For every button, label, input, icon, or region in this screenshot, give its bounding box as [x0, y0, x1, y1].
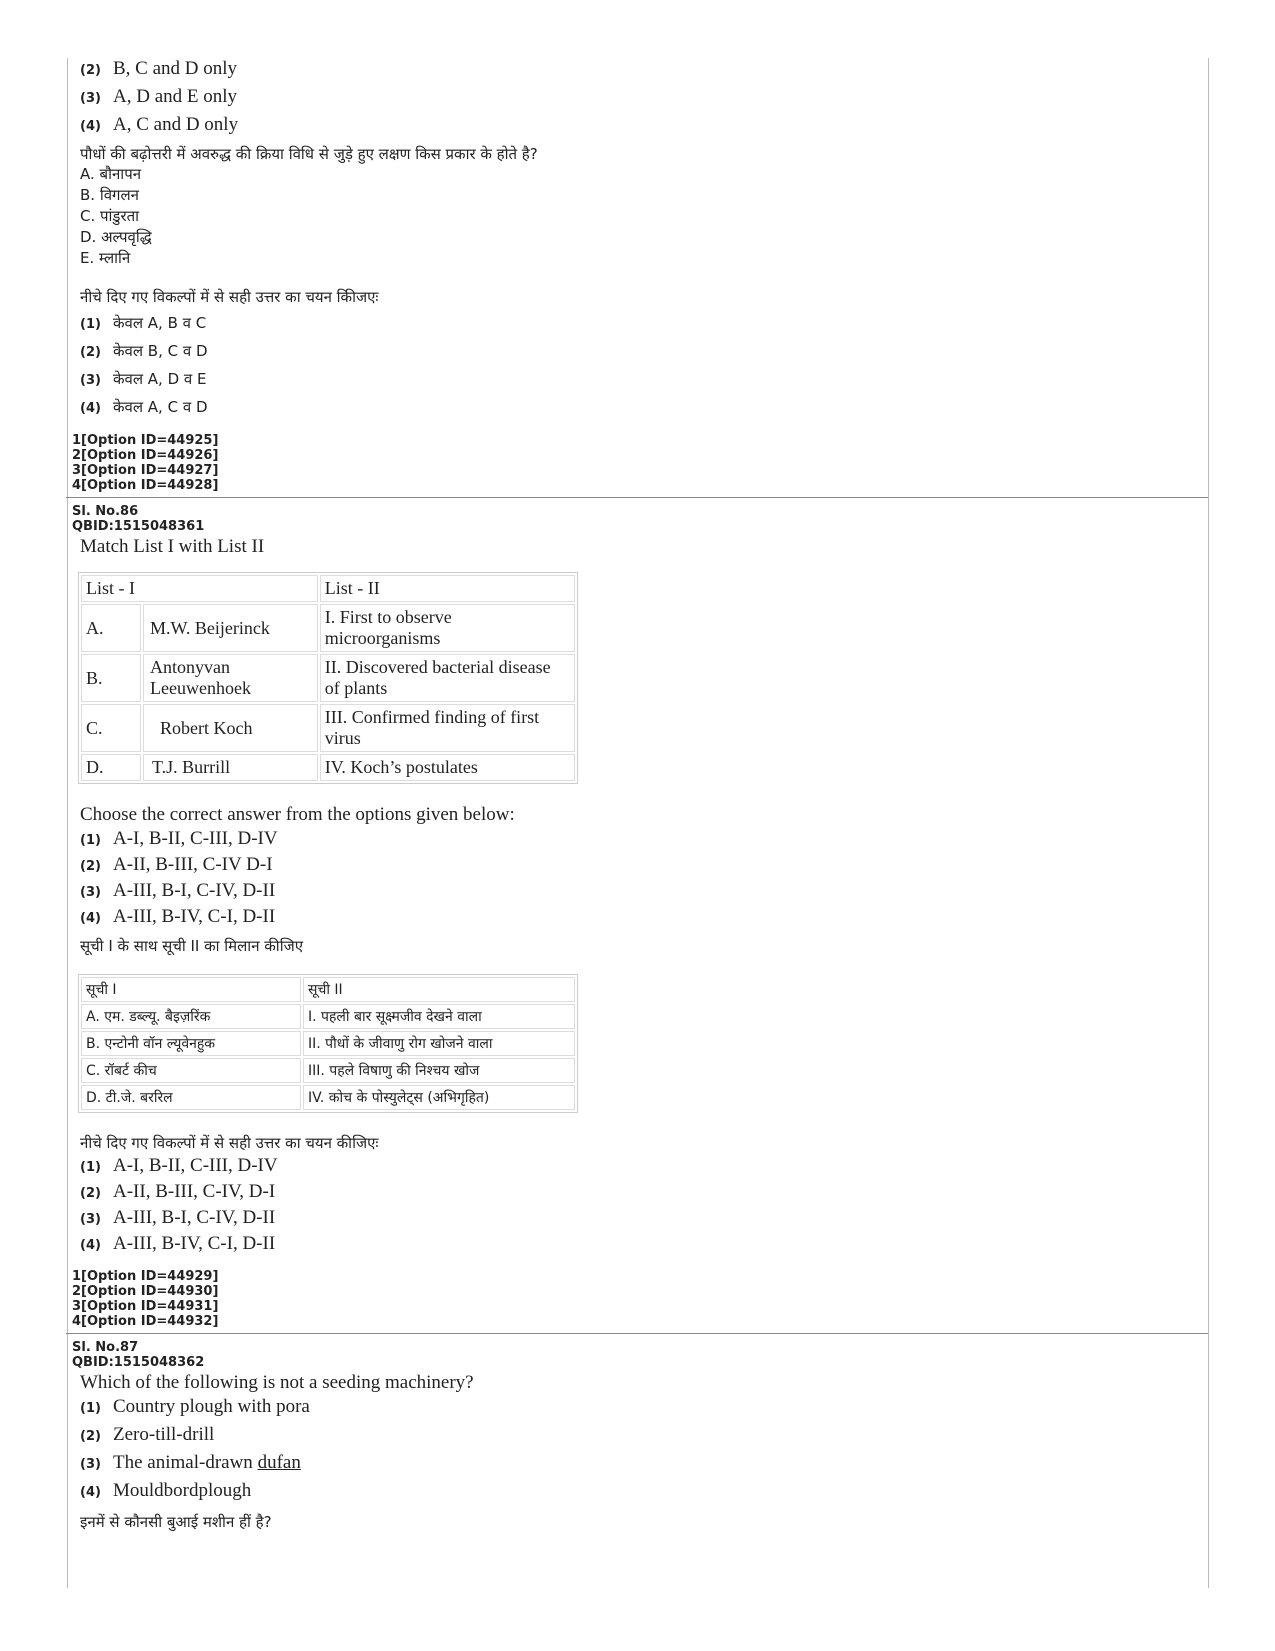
option: (2) B, C and D only: [80, 58, 238, 79]
table-row: C. Robert Koch III. Confirmed finding of first virus: [81, 704, 575, 752]
option: (3) A-III, B-I, C-IV, D-II: [80, 1207, 276, 1228]
q86-header: [68, 504, 1208, 534]
option: (4) A-III, B-IV, C-I, D-II: [80, 1233, 276, 1254]
q86-hindi-choose: नीचे दिए गए विकल्पों में से सही उत्तर का चयन कीजिएः: [80, 1134, 379, 1152]
qbid: QBID:1515048361: [72, 519, 205, 534]
q85-english-options: [68, 58, 1208, 142]
option: (4) A-III, B-IV, C-I, D-II: [80, 906, 276, 927]
option: (2) A-II, B-III, C-IV, D-I: [80, 1181, 276, 1202]
option: (2) A-II, B-III, C-IV D-I: [80, 854, 273, 875]
option: (2) केवल B, C व D: [80, 342, 208, 360]
q86-hindi-question: सूची I के साथ सूची II का मिलान कीजिए: [80, 937, 304, 955]
option: (1) A-I, B-II, C-III, D-IV: [80, 828, 278, 849]
option: (3) केवल A, D व E: [80, 370, 207, 388]
option: (1) A-I, B-II, C-III, D-IV: [80, 1155, 278, 1176]
option: (4) केवल A, C व D: [80, 398, 208, 416]
q86-option-ids: 1[Option ID=44929] 2[Option ID=44930] 3[Option ID=44931] 4[Option ID=44932]: [72, 1269, 219, 1329]
q87-hindi-question: इनमें से कौनसी बुआई मशीन हीं है?: [80, 1513, 272, 1531]
option: (1) केवल A, B व C: [80, 314, 207, 332]
list-item: D. अल्पवृद्धि: [80, 228, 152, 246]
option: (3) The animal-drawn dufan: [80, 1452, 301, 1473]
serial-number: Sl. No.86: [72, 504, 139, 519]
q87-english-options: [68, 1396, 1208, 1508]
option: (3) A, D and E only: [80, 86, 238, 107]
q86-choose-en: Choose the correct answer from the options given below:: [80, 804, 515, 825]
table-row: C. रॉबर्ट कीच III. पहले विषाणु की निश्चय खोज: [81, 1058, 575, 1083]
option: (3) A-III, B-I, C-IV, D-II: [80, 880, 276, 901]
option: (4) Mouldbordplough: [80, 1480, 252, 1501]
serial-number: Sl. No.87: [72, 1340, 139, 1355]
q86-english-options: [68, 828, 1208, 932]
list-item: B. विगलन: [80, 186, 139, 204]
q86-match-table-en: [78, 572, 578, 784]
table-row: D. टी.जे. बररिल IV. कोच के पोस्युलेट्स (अभिगृहित): [81, 1085, 575, 1110]
qbid: QBID:1515048362: [72, 1355, 205, 1370]
divider: [66, 497, 1208, 498]
q85-hindi-options: [68, 313, 1208, 425]
table-row: B. Antonyvan Leeuwenhoek II. Discovered bacterial disease of plants: [81, 654, 575, 702]
divider: [66, 1333, 1208, 1334]
question-paper-page: [68, 58, 1208, 1588]
q86-hindi-options: [68, 1155, 1208, 1259]
list-item: E. म्लानि: [80, 249, 131, 267]
option: (1) Country plough with pora: [80, 1396, 310, 1417]
table-row: B. एन्टोनी वॉन ल्यूवेनहुक II. पौधों के जीवाणु रोग खोजने वाला: [81, 1031, 575, 1056]
q86-match-table-hi: [78, 974, 578, 1113]
table-header-row: सूची I सूची II: [81, 977, 575, 1002]
list-item: C. पांडुरता: [80, 207, 140, 225]
q87-question: Which of the following is not a seeding machinery?: [80, 1372, 474, 1393]
table-row: A. M.W. Beijerinck I. First to observe microorganisms: [81, 604, 575, 652]
q85-hindi-choose: नीचे दिए गए विकल्पों में से सही उत्तर का चयन कीिजएः: [80, 288, 379, 306]
q85-hindi-question: पौधों की बढ़ोत्तरी में अवरुद्ध की क्रिया विधि से जुड़े हुए लक्षण किस प्रकार के होते है?: [80, 145, 538, 163]
table-header-row: List - I List - II: [81, 575, 575, 602]
q85-option-ids: 1[Option ID=44925] 2[Option ID=44926] 3[Option ID=44927] 4[Option ID=44928]: [72, 433, 219, 493]
list-item: A. बौनापन: [80, 165, 142, 183]
option: (2) Zero-till-drill: [80, 1424, 215, 1445]
option: (4) A, C and D only: [80, 114, 239, 135]
table-row: A. एम. डब्ल्यू. बैइज़रिंक I. पहली बार सूक्ष्मजीव देखने वाला: [81, 1004, 575, 1029]
q87-header: [68, 1340, 1208, 1370]
table-row: D. T.J. Burrill IV. Koch’s postulates: [81, 754, 575, 781]
q86-question: Match List I with List II: [80, 536, 265, 557]
q85-hindi-items: [68, 164, 1208, 269]
